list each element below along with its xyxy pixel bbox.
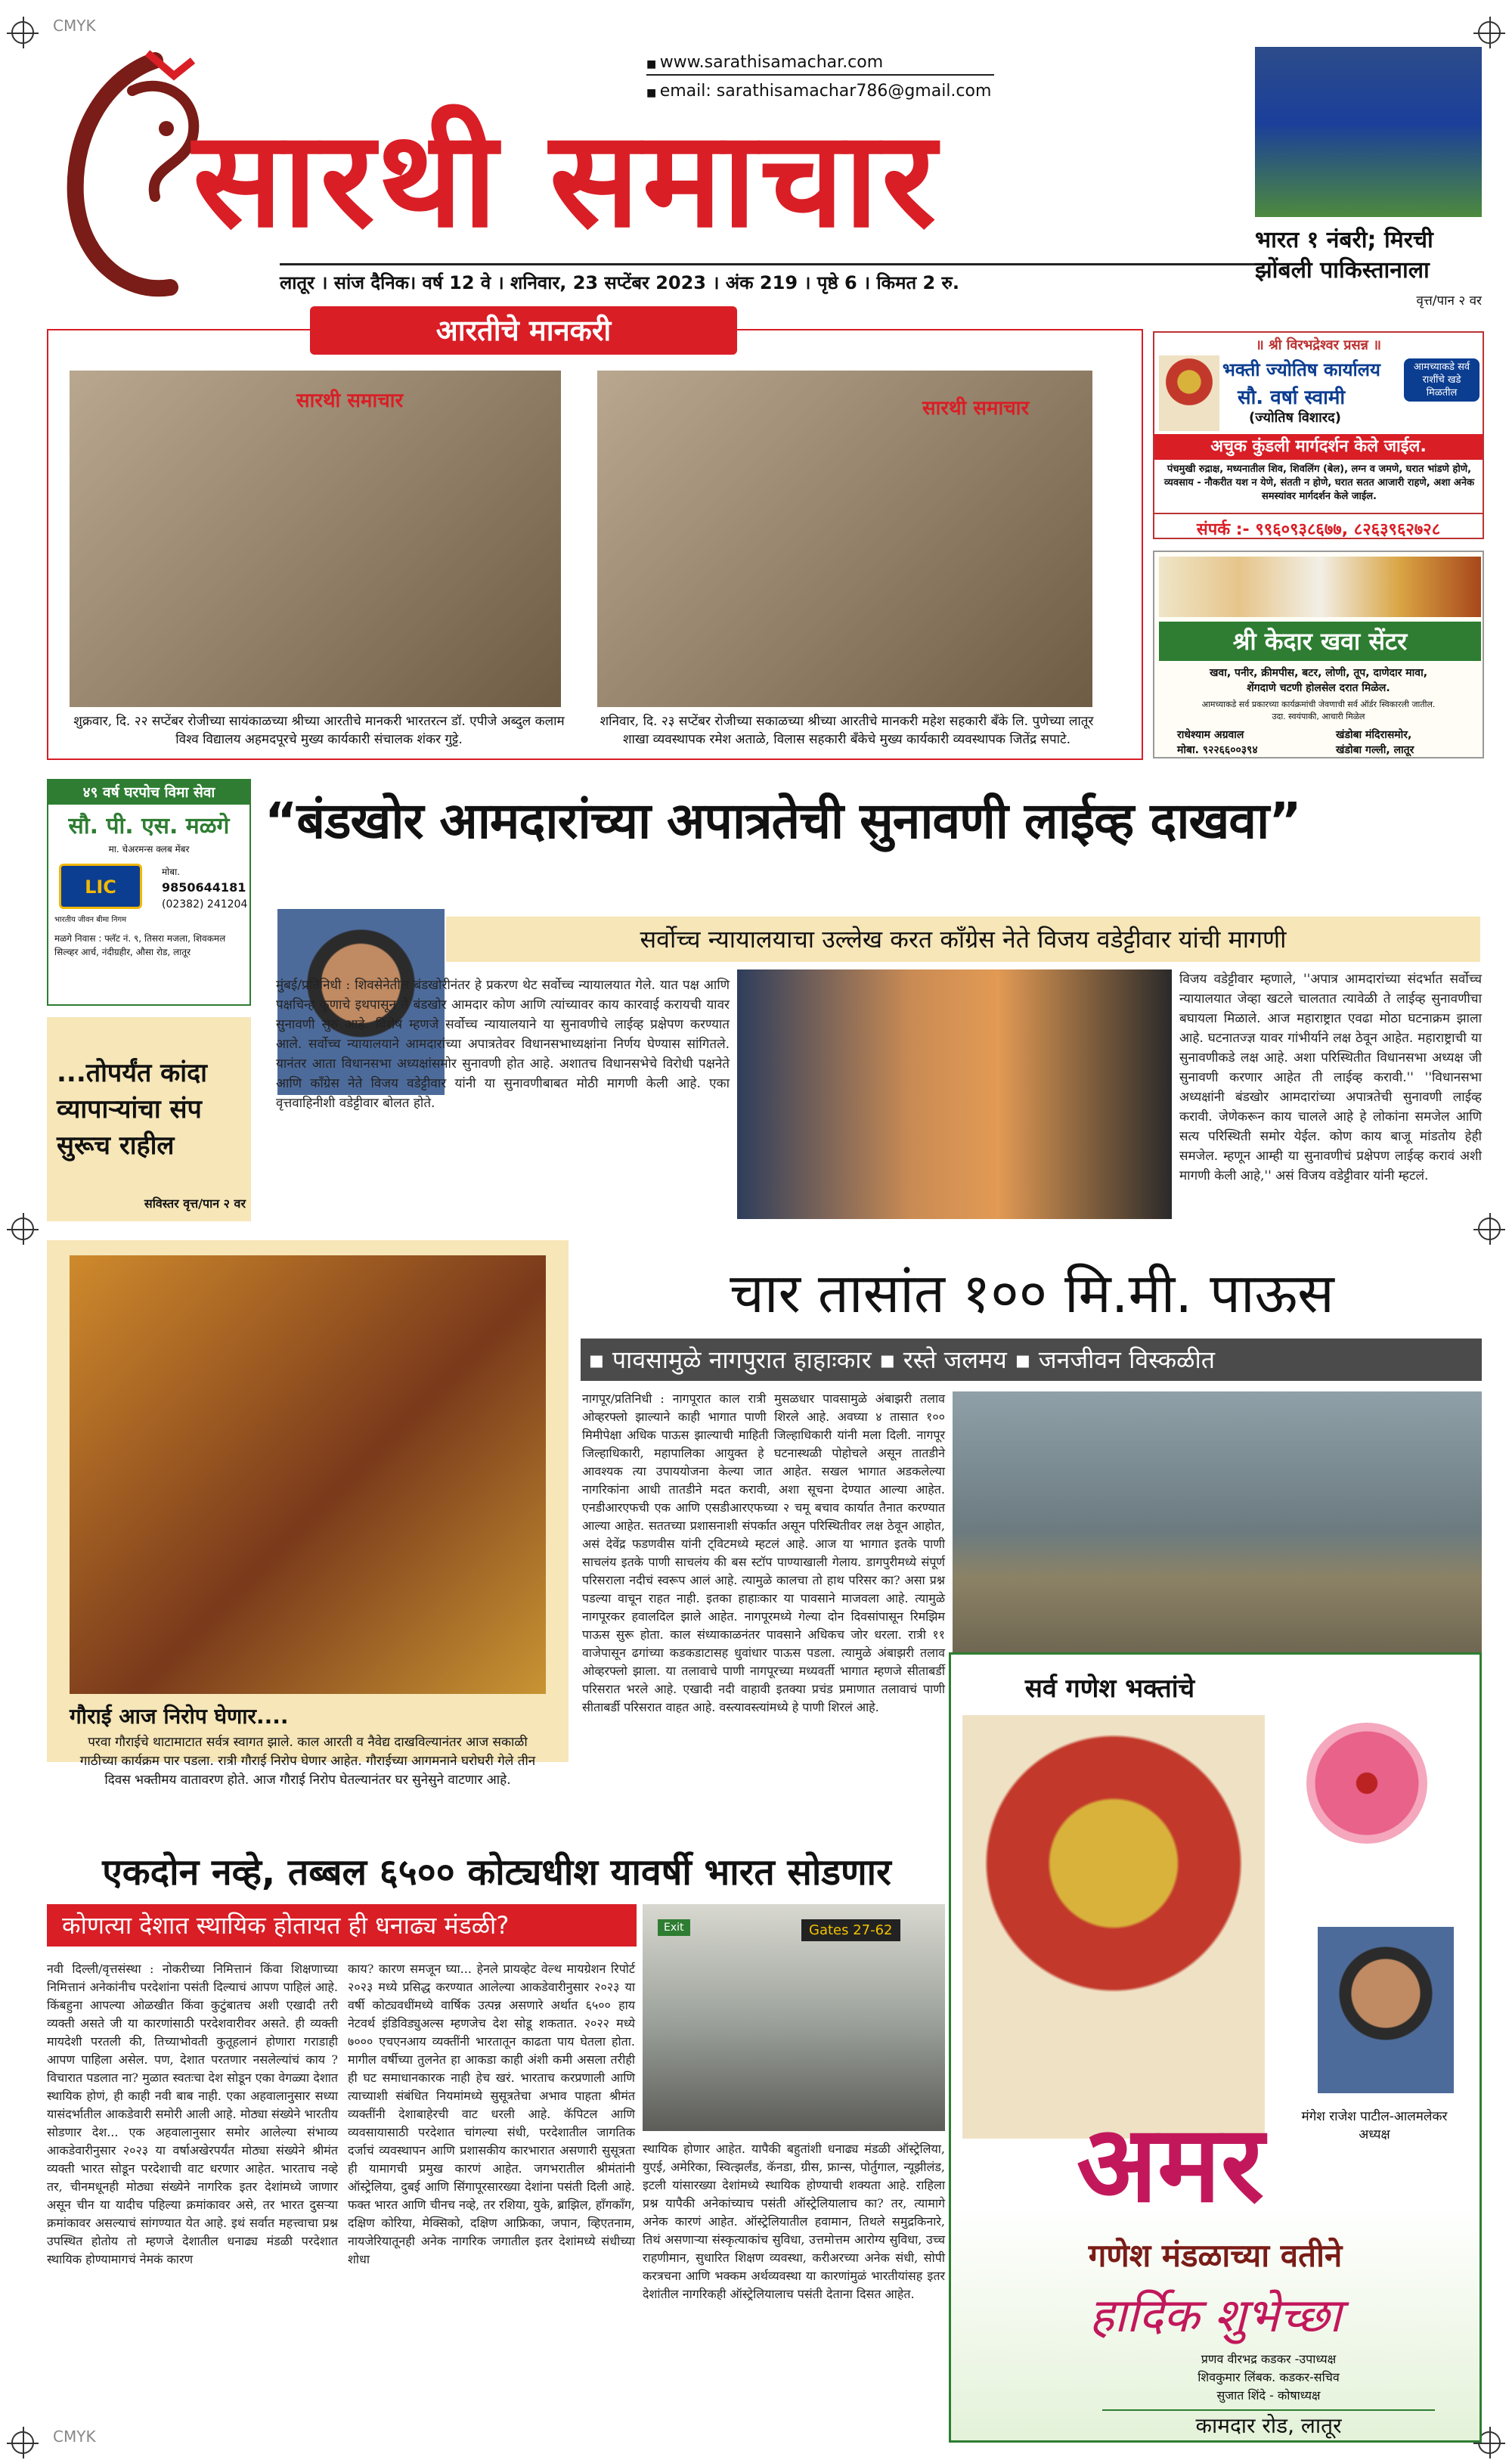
khawa-name: श्री केदार खवा सेंटर	[1159, 622, 1481, 661]
ganesh-mandal-ad[interactable]	[949, 1652, 1482, 2443]
astro-office: भक्ती ज्योतिष कार्यालय	[1222, 359, 1380, 380]
exit-sign: Exit	[658, 1919, 690, 1936]
ganesh-ad-address: कामदार रोड, लातूर	[1102, 2409, 1435, 2440]
lic-address: मळगे निवास : फ्लॅट नं. ९, तिसरा मजला, शिवकमल सिल्व्हर आर्च, नंदीग्रहीर, औसा रोड, लातूर	[54, 933, 226, 957]
rain-subhead[interactable]: ▪ पावसामुळे नागपुरात हाहाःकार ▪ रस्ते जलमय ▪ जनजीवन विस्कळीत	[581, 1339, 1482, 1381]
lic-club: मा. चेअरमन्स क्लब मेंबर	[108, 844, 190, 855]
khawa-line2: शेंगदाणे चटणी होलसेल दरात मिळेल.	[1247, 682, 1390, 694]
cmyk-mark-bottom: CMYK	[53, 2427, 96, 2446]
mandal-name: अमर	[1077, 2103, 1264, 2226]
airport-photo	[643, 1904, 945, 2131]
registration-mark-top-left	[11, 21, 34, 44]
registration-mark-top-right	[1478, 21, 1501, 44]
ganesh-idol-photo	[962, 1715, 1265, 2139]
rain-body: नागपूर/प्रतिनिधी : नागपूरात काल रात्री मुसळधार पावसामुळे अंबाझरी तलाव ओव्हरफ्लो झाल्याने काही भागात पाणी शिरले आहे. अवघ्या ४ तासात १०० मिमीपेक्षा अधिक पाऊस झाल्याची माहिती जिल्हाधिकारी यांनी मला दिली. नागपूर जिल्हाधिकारी, महापालिका आयुक्त हे घटनास्थळी पोहोचले असून तातडीने आवश्यक त्या उपाययोजना केल्या जात आहेत. सखल भागात अडकलेल्या नागरिकांना आधी तातडीने मदत करावी, अशा सूचना देण्यात आल्या आहेत. एनडीआरएफची एक आणि एसडीआरएफच्या २ चमू बचाव कार्यात तैनात करण्यात आल्या आहेत. सततच्या प्रशासनाशी संपर्कात असून परिस्थितीवर लक्ष ठेवून आहोत, असं देवेंद्र फडणवीस यांनी ट्विटमध्ये म्हटलं आहे. आज या भागात इतके पाणी साचलंय इतके पाणी साचलंय की बस स्टॉप पाण्याखाली गेलाय. डागपुरीमध्ये संपूर्ण परिसराला नदीचं स्वरूप आलं आहे. त्यामुळे कालचा तो हाथ परिसर का? असा प्रश्न पडल्या वाचून राहत नाही. इतका हाहाःकार या पावसाने माजवला आहे. त्यामुळे नागपूरकर हवालदिल झाले आहेत. नागपूरमध्ये गेल्या दोन दिवसांपासून रिमझिम पाऊस सुरू होता. काल संध्याकाळनंतर पावसाने अधिकच जोर धरला. रात्री ११ वाजेपासून ढगांच्या कडकडाटासह धुवांधार पाऊस पडला. त्यामुळे अंबाझरी तलाव ओव्हरफ्लो झाला. या तलावाचे पाणी नागपूरच्या मध्यवर्ती भागात म्हणजे सीताबर्डी परिसरात भरले आहे. एखादी नदी वाहावी इतक्या प्रचंड प्रमाणात तलावाचं पाणी सीताबर्डी परिसरात वाहत आहे. वस्त्यावस्त्यांमध्ये हे पाणी शिरलं आहे.	[582, 1391, 945, 1714]
sports-headline[interactable]: भारत १ नंबरी; मिरची झोंबली पाकिस्तानाला	[1255, 227, 1433, 284]
aarti-photo-left	[70, 371, 561, 707]
rain-headline[interactable]: चार तासांत १०० मि.मी. पाऊस	[730, 1261, 1334, 1325]
rich-headline[interactable]: एकदोन नव्हे, तब्बल ६५०० कोट्यधीश यावर्षी भारत सोडणार	[102, 1851, 891, 1894]
president-role: अध्यक्ष	[1359, 2127, 1390, 2142]
gates-sign: Gates 27-62	[801, 1919, 900, 1941]
rich-col-1: नवी दिल्ली/वृत्तसंस्था : नोकरीच्या निमित्तानं किंवा शिक्षणाच्या निमित्तानं अनेकांनीच परदेशांना पसंती दिल्याचं आपण पाहिलं आहे. किंबहुना आपल्या ओळखीत किंवा कुटुंबातच अशी एखादी तरी व्यक्ती असते जी या कारणांसाठी परदेशवारीवर असते. ही व्यक्ती मायदेशी परतली की, तिच्याभोवती कुतूहलानं होणारा गराडाही आपण पाहिला असेल. पण, देशात परतणार नसलेल्यांचं काय ? विचारात पडलात ना? मुळात स्वतःचा देश सोडून एका वेगळ्या देशात स्थायिक होणं, ही काही नवी बाब नाही. एका अहवालानुसार सध्या यासंदर्भातील आकडेवारी समोरी आली आहे. मोठ्या संख्येने भारतीय सोडणार देश... एक अहवालानुसार समोर आलेल्या संभाव्य आकडेवारीनुसार २०२३ या वर्षाअखेरपर्यंत मोठ्या संख्येने श्रीमंत व्यक्ती भारत सोडून परदेशाची वाट धरणार आहेत. भारताच नव्हे तर, चीनमधूनही मोठ्या संख्येने नागरिक इतर देशांमध्ये जाणार असून चीन या यादीच पहिल्या क्रमांकावर असे, तर भारत दुसऱ्या क्रमांकावर असल्याचं सांगण्यात येत आहे. इथं सर्वात महत्त्वाचा प्रश्न उपस्थित होतोय तो म्हणजे देशातील धनाढ्य मंडळी परदेशात स्थायिक होण्यामागचं नेमकं कारण	[47, 1962, 338, 2266]
khawa-line3: आमच्याकडे सर्व प्रकारच्या कार्यक्रमांची जेवणाची सर्व ऑर्डर स्विकारली जातील.	[1201, 700, 1436, 709]
astro-contact[interactable]: संपर्क :- ९९६०९३८६७७, ८२६३९६२७२८	[1154, 513, 1483, 540]
newspaper-title: सारथी समाचार	[193, 102, 940, 257]
khawa-center-ad[interactable]	[1153, 551, 1484, 758]
gauri-caption-title[interactable]: गौराई आज निरोप घेणार....	[70, 1704, 289, 1729]
hibiscus-flower-icon	[1306, 1723, 1427, 1844]
lead-subhead[interactable]: सर्वोच्च न्यायालयाचा उल्लेख करत काँग्रेस नेते विजय वडेट्टीवार यांची मागणी	[446, 917, 1480, 962]
onion-headline[interactable]: ...तोपर्यंत कांदा व्यापाऱ्यांचा संप सुरूच राहील	[57, 1058, 207, 1161]
website-url[interactable]: ■ www.sarathisamachar.com	[646, 53, 884, 72]
astrology-ad[interactable]	[1153, 331, 1484, 539]
astro-ganesh-image	[1159, 355, 1219, 431]
president-name: मंगेश राजेश पाटील-आलमलेकर	[1301, 2109, 1448, 2124]
astro-badge: आमच्याकडे सर्व राशींचे खडे मिळतील	[1404, 358, 1479, 402]
registration-mark-mid-left	[11, 1218, 34, 1240]
lic-top: ४९ वर्ष घरपोच विमा सेवा	[48, 780, 249, 805]
registration-mark-mid-right	[1478, 1218, 1501, 1240]
dairy-products-image	[1159, 557, 1481, 617]
gauri-caption: परवा गौराईचे थाटामाटात सर्वत्र स्वागत झाले. काल आरती व नैवेद्य दाखविल्यानंतर आज सकाळी गाठीच्या कार्यक्रम पार पडला. रात्री गौराई निरोप घेणार आहेत. गौराईच्या आगमनाने घरोघरी गेले तीन दिवस भक्तीमय वातावरण होते. आज गौराई निरोप घेतल्यानंतर घर सुनेसुने वाटणार आहे.	[79, 1735, 536, 1788]
aarti-photo-right	[597, 371, 1092, 707]
khawa-phone[interactable]: मोबा. ९२२६६००३९४	[1177, 744, 1258, 756]
khawa-line4: उदा. स्वयंपाकी, आचारी मिळेल	[1272, 712, 1365, 721]
photo-logo: सारथी समाचार	[296, 389, 404, 412]
aarti-banner: आरतीचे मानकरी	[310, 306, 737, 355]
lead-headline[interactable]: “बंडखोर आमदारांच्या अपात्रतेची सुनावणी लाईव्ह दाखवा”	[265, 792, 1301, 850]
committee-role-2: शिवकुमार लिंबक. कडकर-सचिव	[1198, 2370, 1340, 2384]
khawa-address1: खंडोबा मंदिरासमोर,	[1336, 729, 1412, 741]
email-address[interactable]: ■ email: sarathisamachar786@gmail.com	[646, 82, 992, 101]
masthead-rule	[646, 74, 994, 76]
sports-continued: वृत्त/पान २ वर	[1416, 293, 1482, 309]
aarti-caption-left: शुक्रवार, दि. २२ सप्टेंबर रोजीच्या सायंकाळच्या श्रीच्या आरतीचे मानकरी भारतरत्न डॉ. एपीजे अब्दुल कलाम विश्व विद्यालय अहमदपूरचे मुख्य कार्यकारी संचालक शंकर गुट्टे.	[73, 714, 565, 747]
khawa-line1: खवा, पनीर, क्रीमपीस, बटर, लोणी, तूप, दाणेदार मावा,	[1209, 667, 1428, 679]
astro-name: सौ. वर्षा स्वामी	[1238, 386, 1346, 409]
astro-title: (ज्योतिष विशारद)	[1249, 410, 1341, 426]
mandal-line: गणेश मंडळाच्या वतीने	[1088, 2237, 1343, 2274]
onion-continued: सविस्तर वृत्त/पान २ वर	[144, 1196, 246, 1211]
khawa-address2: खंडोबा गल्ली, लातूर	[1336, 744, 1414, 756]
rich-col-3: स्थायिक होणार आहेत. यापैकी बहुतांशी धनाढ्य मंडळी ऑस्ट्रेलिया, युएई, अमेरिका, स्वित्झर्लंड, कॅनडा, ग्रीस, फ्रान्स, पोर्तुगाल, न्यूझीलंड, इटली यांसारख्या देशांमध्ये स्थायिक होण्याची शक्यता आहे. राहिला प्रश्न यापैकी अनेकांच्याच पसंती ऑस्ट्रेलियालाच का? तर, त्यामागे अनेक कारणं आहेत. ऑस्ट्रेलियातील हवामान, तिथले समुद्रकिनारे, तिथं असणाऱ्या संस्कृत्याकांच सुविधा, उत्तमोत्तम आरोग्य सुविधा, उच्च राहणीमान, सुधारित शिक्षण व्यवस्था, करीअरच्या अनेक संधी, सोपी करत्रचना आणि भक्कम अर्थव्यवस्था या कारणांमुळं भारतीयांसह इतर देशांतील नागरिकही ऑस्ट्रेलियालाच पसंती देताना दिसत आहेत.	[643, 2142, 945, 2301]
lead-body-right: विजय वडेट्टीवार म्हणाले, ''अपात्र आमदारांच्या संदर्भात सर्वोच्च न्यायालयात जेव्हा खटले चालतात त्यावेळी ते लाईव्ह सुनावणीचा बघायला मिळाले. आज महाराष्ट्रात एवढा मोठा घटनाक्रम झाला आहे. घटनातज्ज्ञ यावर गांभीर्याने लक्ष ठेवून आहेत. महाराष्ट्राची या सुनावणीकडे लक्ष आहे. अशा परिस्थितीत विधानसभा अध्यक्ष जी सुनावणी करणार आहेत ती लाईव्ह करावी.'' ''विधानसभा अध्यक्षांनी बंडखोर आमदारांच्या अपात्रतेची सुनावणी लाईव्ह करावी. जेणेकरून काय चालले आहे हे लोकांना समजेल आणि सत्य परिस्थिती समोर येईल. कोण काय बाजू मांडतोय हेही समजेल. म्हणून आम्ही या सुनावणीचं प्रक्षेपण लाईव्ह करावं अशी मागणी केली आहे,'' असं विजय वडेट्टीवार यांनी म्हटलं.	[1179, 972, 1482, 1183]
lic-agent-ad[interactable]	[47, 779, 251, 1006]
committee-role-3: सुजात शिंदे - कोषाध्यक्ष	[1216, 2388, 1321, 2403]
astro-highlight: अचुक कुंडली मार्गदर्शन केले जाईल.	[1154, 434, 1483, 460]
cricket-team-photo	[1255, 47, 1482, 217]
khawa-owner: राधेश्याम अग्रवाल	[1177, 729, 1244, 741]
lic-agent-name: सौ. पी. एस. मळगे	[68, 813, 230, 839]
lic-hindi: भारतीय जीवन बीमा निगम	[54, 916, 127, 924]
astro-services: पंचमुखी रुद्राक्ष, मध्यनातील शिव, शिवलिंग (बेल), लग्न व जमणे, घरात भांडणे होणे, व्यवसाय - नौकरीत यश न येणे, संतती न होणे, घरात सतत आजारी राहणे, अशा अनेक समस्यांवर मार्गदर्शन केले जाईल.	[1163, 464, 1475, 502]
committee-role-1: प्रणव वीरभद्र कडकर -उपाध्यक्ष	[1201, 2352, 1337, 2366]
lic-mobile-label: मोबा.	[162, 867, 181, 877]
president-photo	[1318, 1927, 1454, 2093]
lic-mobile[interactable]: 9850644181	[162, 880, 246, 895]
photo-logo: सारथी समाचार	[922, 397, 1030, 420]
masthead-dateline: लातूर । सांज दैनिक। वर्ष 12 वे । शनिवार, 23 सप्टेंबर 2023 । अंक 219 । पृष्ठे 6 । किमत 2 रु.	[280, 263, 1263, 295]
ganesh-ad-top: सर्व गणेश भक्तांचे	[1024, 1674, 1195, 1704]
lead-body-left: मुंबई/प्रतिनिधी : शिवसेनेतील बंडखोरीनंतर हे प्रकरण थेट सर्वोच्च न्यायालयात गेले. यात पक्ष आणि पक्षचिन्ह कुणाचे इथपासून ते बंडखोर आमदार कोण आणि त्यांच्यावर काय कारवाई करायची यावर सुनावणी सुरु आहे. विशेष म्हणजे सर्वोच्च न्यायालयाने या सुनावणीचे लाईव्ह प्रक्षेपण करण्यात आले. सर्वोच्च न्यायालयाने आमदारांच्या अपात्रतेवर विधानसभाध्यक्षांना निर्णय घेण्यास सांगितले. यानंतर आता विधानसभा अध्यक्षांसमोर सुनावणी होत आहे. अशातच विधानसभेचे विरोधी पक्षनेते आणि काँग्रेस नेते विजय वडेट्टीवार यांनी या सुनावणीबाबत मोठी मागणी केली आहे. एका वृत्तवाहिनीशी वडेट्टीवार बोलत होते.	[276, 978, 730, 1111]
astro-top: ॥ श्री विरभद्रेश्वर प्रसन्न ॥	[1256, 337, 1381, 353]
rich-col-2: काय? कारण समजून घ्या... हेनले प्रायव्हेट वेल्थ मायग्रेशन रिपोर्ट २०२३ मध्ये प्रसिद्ध करण्यात आलेल्या आकडेवारीनुसार २०२३ या वर्षी कोट्यवधींमध्ये वार्षिक उत्पन्न असणारे अर्थात ६५०० हाय नेटवर्थ इंडिविड्युअल्स म्हणजेच देश सोडू शकतात. २०२२ मध्ये ७००० एचएनआय व्यक्तींनी भारतातून काढता पाय घेतला होता. मागील वर्षीच्या तुलनेत हा आकडा काही अंशी कमी असला तरीही ही घट समाधानकारक नाही हेच खरं. भारताच करप्रणाली आणि त्याच्याशी संबंधित नियमांमध्ये सुसूत्रतेचा अभाव पाहता श्रीमंत व्यक्तींनी देशाबाहेरची वाट धरली आहे. कॅपिटल आणि व्यवसायासाठी परदेशात चांगल्या संधी, परदेशातील जागतिक दर्जाचं व्यवस्थापन आणि प्रशासकीय कारभारात असणारी सुसूत्रता ही यामागची प्रमुख कारणं आहेत. जगभरातील श्रीमंतांनी ऑस्ट्रेलिया, दुबई आणि सिंगापूरसारख्या देशांना पसंती दिली आहे. फक्त भारत आणि चीनच नव्हे, तर रशिया, युके, ब्राझिल, हॉंगकॉंग, दक्षिण कोरिया, मेक्सिको, दक्षिण आफ्रिका, जपान, व्हिएतनाम, नायजेरियातूनही अनेक नागरिक जगातील इतर देशांमध्ये संधीच्या शोधा	[348, 1962, 635, 2266]
registration-mark-bottom-left	[11, 2431, 34, 2454]
greeting-wish: हार्दिक शुभेच्छा	[1089, 2288, 1342, 2343]
gauri-idols-photo	[70, 1255, 546, 1694]
lic-logo-icon: LIC	[59, 864, 142, 909]
politicians-photo	[737, 969, 1172, 1219]
cmyk-mark-top: CMYK	[53, 17, 96, 35]
lic-landline[interactable]: (02382) 241204	[162, 898, 248, 910]
aarti-caption-right: शनिवार, दि. २३ सप्टेंबर रोजीच्या सकाळच्या श्रीच्या आरतीचे मानकरी महेश सहकारी बँके लि. पुणेच्या लातूर शाखा व्यवस्थापक रमेश अताळे, विलास सहकारी बँकेचे मुख्य कार्यकारी व्यवस्थापक जितेंद्र सपाटे.	[600, 714, 1094, 747]
rich-subhead[interactable]: कोणत्या देशात स्थायिक होतायत ही धनाढ्य मंडळी?	[47, 1904, 637, 1947]
